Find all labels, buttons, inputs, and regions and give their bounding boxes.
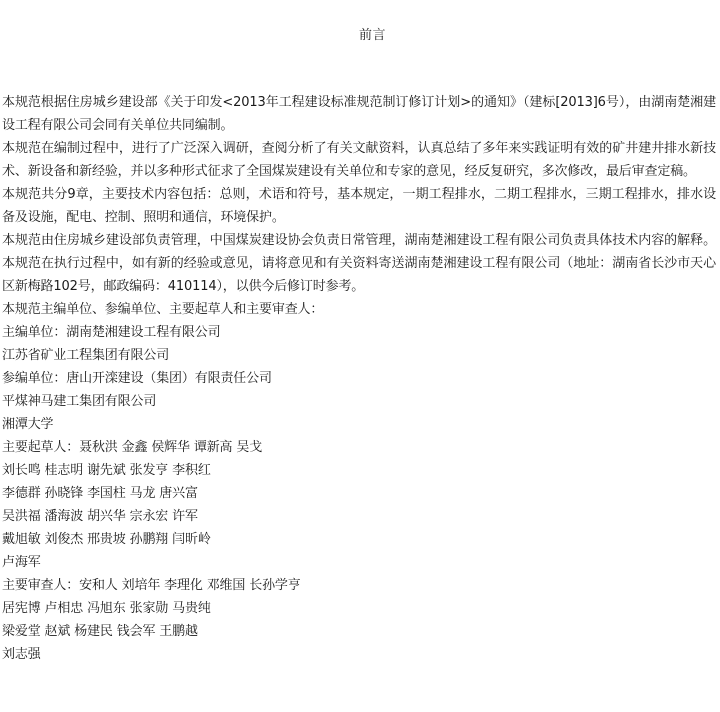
participating-unit-2: 平煤神马建工集团有限公司 <box>2 394 157 409</box>
document-title: 前言 <box>358 28 386 43</box>
participating-unit: 参编单位：唐山开滦建设（集团）有限责任公司 <box>2 371 272 386</box>
paragraph-main-contents: 本规范共分9章，主要技术内容包括：总则，术语和符号，基本规定，一期工程排水，二期工程排水，三期工程排水，排水设备及设施，配电、控制、照明和通信，环境保护。 <box>2 187 716 225</box>
chief-editor-unit-2: 江苏省矿业工程集团有限公司 <box>2 348 170 363</box>
drafters-line-1: 主要起草人：聂秋洪 金鑫 侯辉华 谭新高 吴戈 <box>2 440 263 455</box>
drafters-line-2: 刘长鸣 桂志明 谢先斌 张发亨 李积红 <box>2 463 211 478</box>
chief-editor-unit: 主编单位：湖南楚湘建设工程有限公司 <box>2 325 221 340</box>
paragraph-contributors-intro: 本规范主编单位、参编单位、主要起草人和主要审查人： <box>2 302 324 317</box>
participating-unit-3: 湘潭大学 <box>2 417 54 432</box>
reviewers-line-3: 梁爱堂 赵斌 杨建民 钱会军 王鹏越 <box>2 624 198 639</box>
paragraph-management: 本规范由住房城乡建设部负责管理，中国煤炭建设协会负责日常管理，湖南楚湘建设工程有限公司负责具体技术内容的解释。本规范在执行过程中，如有新的经验或意见，请将意见和有关资料寄送湖南楚湘建设工程有限公司（地址：湖南省长沙市天心区新梅路102号，邮政编码：410114），以供今后修订时参考。 <box>2 233 716 294</box>
reviewers-line-1: 主要审查人：安和人 刘培年 李理化 邓维国 长孙学亨 <box>2 578 301 593</box>
drafters-line-3: 李德群 孙晓锋 李国柱 马龙 唐兴富 <box>2 486 198 501</box>
paragraph-compilation-process: 本规范在编制过程中，进行了广泛深入调研，查阅分析了有关文献资料，认真总结了多年来实践证明有效的矿井建井排水新技术、新设备和新经验，并以多种形式征求了全国煤炭建设有关单位和专家的意见，经反复研究，多次修改，最后审查定稿。 <box>2 141 716 179</box>
document-body <box>2 91 716 666</box>
drafters-line-6: 卢海军 <box>2 555 41 570</box>
reviewers-line-2: 居宪博 卢相忠 冯旭东 张家勋 马贵纯 <box>2 601 211 616</box>
paragraph-compilation-basis: 本规范根据住房城乡建设部《关于印发<2013年工程建设标准规范制订修订计划>的通知》（建标[2013]6号），由湖南楚湘建设工程有限公司会同有关单位共同编制。 <box>2 95 716 133</box>
drafters-line-4: 吴洪福 潘海波 胡兴华 宗永宏 许军 <box>2 509 198 524</box>
drafters-line-5: 戴旭敏 刘俊杰 邢贵坡 孙鹏翔 闫昕岭 <box>2 532 211 547</box>
reviewers-line-4: 刘志强 <box>2 647 41 662</box>
